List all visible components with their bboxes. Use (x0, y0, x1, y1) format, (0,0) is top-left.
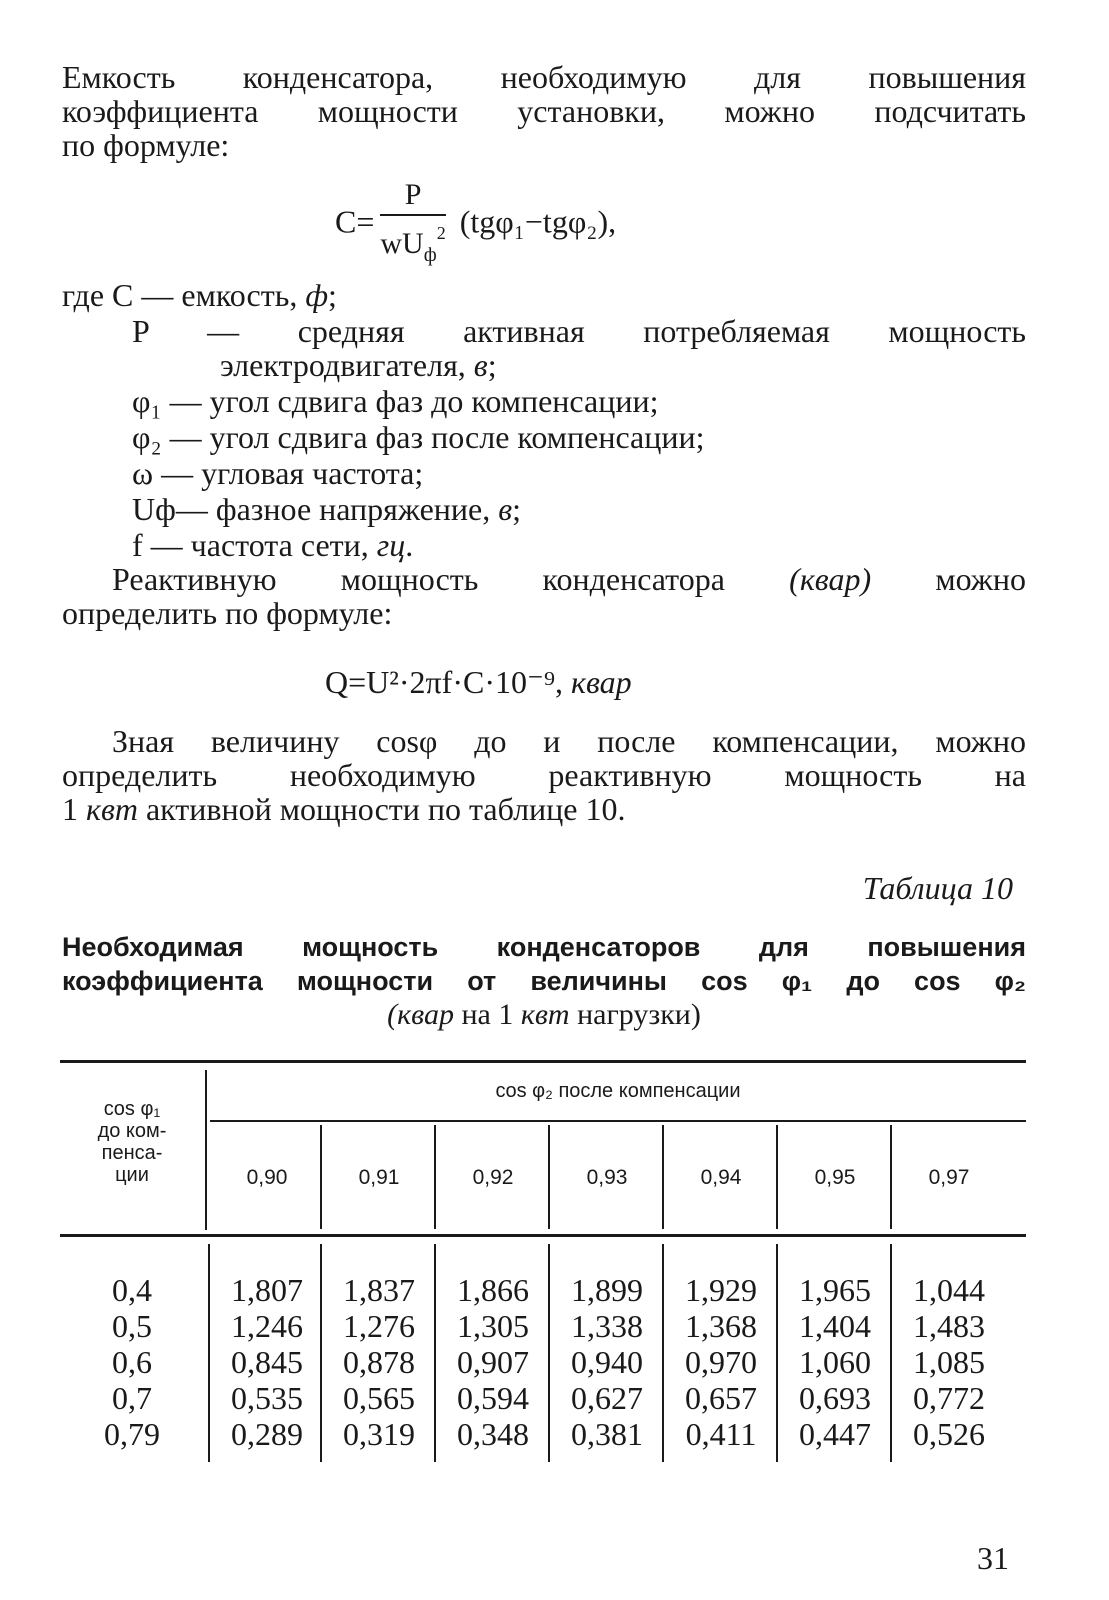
column-divider (548, 1125, 550, 1229)
intro-line: Емкость конденсатора, необходимую для повышения (62, 59, 1026, 95)
reactive-line (62, 562, 1026, 596)
table-title-line: Необходимая мощность конденсаторов для повышения (62, 932, 1026, 962)
definition-item (132, 384, 658, 418)
table-cell: 1,837 (343, 1272, 415, 1308)
page-number: 31 (977, 1540, 1009, 1576)
definition-item (132, 456, 423, 490)
table-title-line (62, 998, 1026, 1032)
table-cell: 1,368 (685, 1308, 757, 1344)
column-divider (208, 1244, 210, 1462)
formula-numerator: P (380, 178, 445, 216)
table-cell: 1,866 (457, 1272, 529, 1308)
definition-unit: в (473, 347, 488, 383)
table-cell: 1,246 (231, 1308, 303, 1344)
table-cell: 0,772 (913, 1380, 985, 1416)
definition-item (132, 420, 705, 454)
table-cell: 0,845 (231, 1344, 303, 1380)
table-title-text: нагрузки) (569, 998, 701, 1031)
column-header: 0,97 (928, 1166, 970, 1189)
table-cell: 1,044 (913, 1272, 985, 1308)
knowing-line: определить необходимую реактивную мощность на (62, 757, 1026, 793)
column-divider (776, 1125, 778, 1229)
formula-lhs: C= (335, 203, 375, 240)
definition-item (132, 314, 1026, 348)
table-cell: 0,535 (231, 1380, 303, 1416)
denominator-subscript: ф (423, 244, 437, 266)
definition-unit: в (498, 491, 513, 527)
column-divider (662, 1125, 664, 1229)
table-label: Таблица 10 (862, 870, 1013, 906)
column-header: 0,91 (358, 1166, 400, 1189)
table-cell: 0,657 (685, 1380, 757, 1416)
column-header: 0,93 (586, 1166, 628, 1189)
formula-denominator (380, 216, 445, 272)
reactive-power-formula (325, 664, 632, 700)
column-divider (776, 1244, 778, 1462)
column-divider (434, 1125, 436, 1229)
definition-tail: ; (328, 277, 337, 313)
definition-text: φ₂ — угол сдвига фаз после компенсации; (132, 419, 705, 455)
definition-text: f — частота сети, (132, 527, 377, 563)
row-label: 0,79 (104, 1416, 160, 1452)
knowing-text: активной мощности по таблице 10. (137, 791, 626, 827)
formula-expression: Q=U²·2πf·C·10⁻⁹, (325, 664, 572, 700)
row-label: 0,5 (112, 1308, 152, 1344)
formula-unit: квар (571, 664, 632, 700)
table-cell: 0,526 (913, 1416, 985, 1452)
definition-text: φ₁ — угол сдвига фаз до компенсации; (132, 383, 659, 419)
row-header-line: ции (115, 1164, 149, 1186)
definition-item (220, 348, 497, 382)
group-header-rule (210, 1120, 1026, 1122)
definition-unit: гц (376, 527, 406, 563)
table-cell: 1,085 (913, 1344, 985, 1380)
table-cell: 0,627 (571, 1380, 643, 1416)
intro-line: коэффициента мощности установки, можно подсчитать (62, 93, 1026, 129)
column-divider (205, 1070, 207, 1230)
table-cell: 0,447 (799, 1416, 871, 1452)
column-header: 0,92 (472, 1166, 514, 1189)
table-title-unit: квт (520, 998, 570, 1031)
column-header: 0,94 (700, 1166, 742, 1189)
table-cell: 0,565 (343, 1380, 415, 1416)
table-cell: 0,970 (685, 1344, 757, 1380)
table-cell: 0,907 (457, 1344, 529, 1380)
table-cell: 1,338 (571, 1308, 643, 1344)
table-top-rule (60, 1060, 1026, 1063)
knowing-text: 1 (62, 791, 86, 827)
table-title-line: коэффициента мощности от величины cos φ₁ до cos φ₂ (62, 966, 1026, 996)
denominator-superscript: 2 (436, 223, 446, 243)
reactive-text: Реактивную мощность конденсатора (112, 561, 790, 597)
table-title-unit: (квар (387, 998, 454, 1031)
definition-text: где C — емкость, (62, 277, 306, 313)
table-cell: 1,404 (799, 1308, 871, 1344)
denominator-base: wU (380, 227, 424, 260)
table-cell: 0,381 (571, 1416, 643, 1452)
knowing-line: Зная величину cosφ до и после компенсации, можно (112, 723, 1026, 759)
column-header: 0,90 (246, 1166, 288, 1189)
row-header-line: cos φ₁ (103, 1098, 161, 1120)
column-divider (320, 1125, 322, 1229)
definition-tail: ; (487, 347, 497, 383)
table-cell: 0,594 (457, 1380, 529, 1416)
column-divider (548, 1244, 550, 1462)
definition-item (62, 278, 337, 312)
table-cell: 1,965 (799, 1272, 871, 1308)
column-divider (890, 1244, 892, 1462)
row-header-line: до ком- (97, 1120, 167, 1142)
table-cell: 0,693 (799, 1380, 871, 1416)
knowing-unit: квт (86, 791, 138, 827)
capacitance-formula (335, 178, 616, 272)
row-header-line: пенса- (101, 1142, 163, 1164)
group-header: cos φ₂ после компенсации (495, 1080, 741, 1102)
table-cell: 0,289 (231, 1416, 303, 1452)
reactive-text: можно (871, 561, 1027, 597)
table-cell: 1,305 (457, 1308, 529, 1344)
definition-unit: ф (305, 277, 329, 313)
definition-tail: . (405, 527, 414, 563)
table-title-text: на 1 (453, 998, 521, 1031)
definition-text: ω — угловая частота; (132, 455, 424, 491)
reactive-power-paragraph (62, 562, 1026, 630)
table-cell: 1,060 (799, 1344, 871, 1380)
reactive-unit: (квар) (789, 561, 872, 597)
table-cell: 1,807 (231, 1272, 303, 1308)
row-label: 0,6 (112, 1344, 152, 1380)
knowing-paragraph (62, 724, 1026, 826)
table-cell: 1,899 (571, 1272, 643, 1308)
table-cell: 0,940 (571, 1344, 643, 1380)
definition-tail: ; (512, 491, 522, 527)
formula-rhs: (tgφ₁−tgφ₂), (459, 203, 617, 240)
column-divider (662, 1244, 664, 1462)
column-divider (434, 1244, 436, 1462)
reactive-line: определить по формуле: (62, 595, 393, 631)
row-label: 0,4 (112, 1272, 152, 1308)
definition-text: электродвигателя, (220, 347, 474, 383)
table-cell: 0,319 (343, 1416, 415, 1452)
definition-item (132, 528, 413, 562)
definition-text: P — средняя активная потребляемая мощность (132, 313, 1026, 349)
intro-line: по формуле: (62, 127, 230, 163)
column-divider (320, 1244, 322, 1462)
header-bottom-rule (60, 1234, 1026, 1237)
table-cell: 0,348 (457, 1416, 529, 1452)
row-header (62, 1098, 202, 1186)
table-cell: 1,929 (685, 1272, 757, 1308)
intro-paragraph (62, 60, 1026, 162)
column-header: 0,95 (814, 1166, 856, 1189)
row-label: 0,7 (112, 1380, 152, 1416)
table-cell: 1,276 (343, 1308, 415, 1344)
definition-text: Uф— фазное напряжение, (132, 491, 499, 527)
definition-item (132, 492, 521, 526)
table-cell: 0,878 (343, 1344, 415, 1380)
knowing-line (62, 792, 1026, 826)
formula-fraction (380, 178, 445, 272)
table-title (62, 930, 1026, 1032)
table-cell: 0,411 (685, 1416, 757, 1452)
column-divider (890, 1125, 892, 1229)
table-cell: 1,483 (913, 1308, 985, 1344)
